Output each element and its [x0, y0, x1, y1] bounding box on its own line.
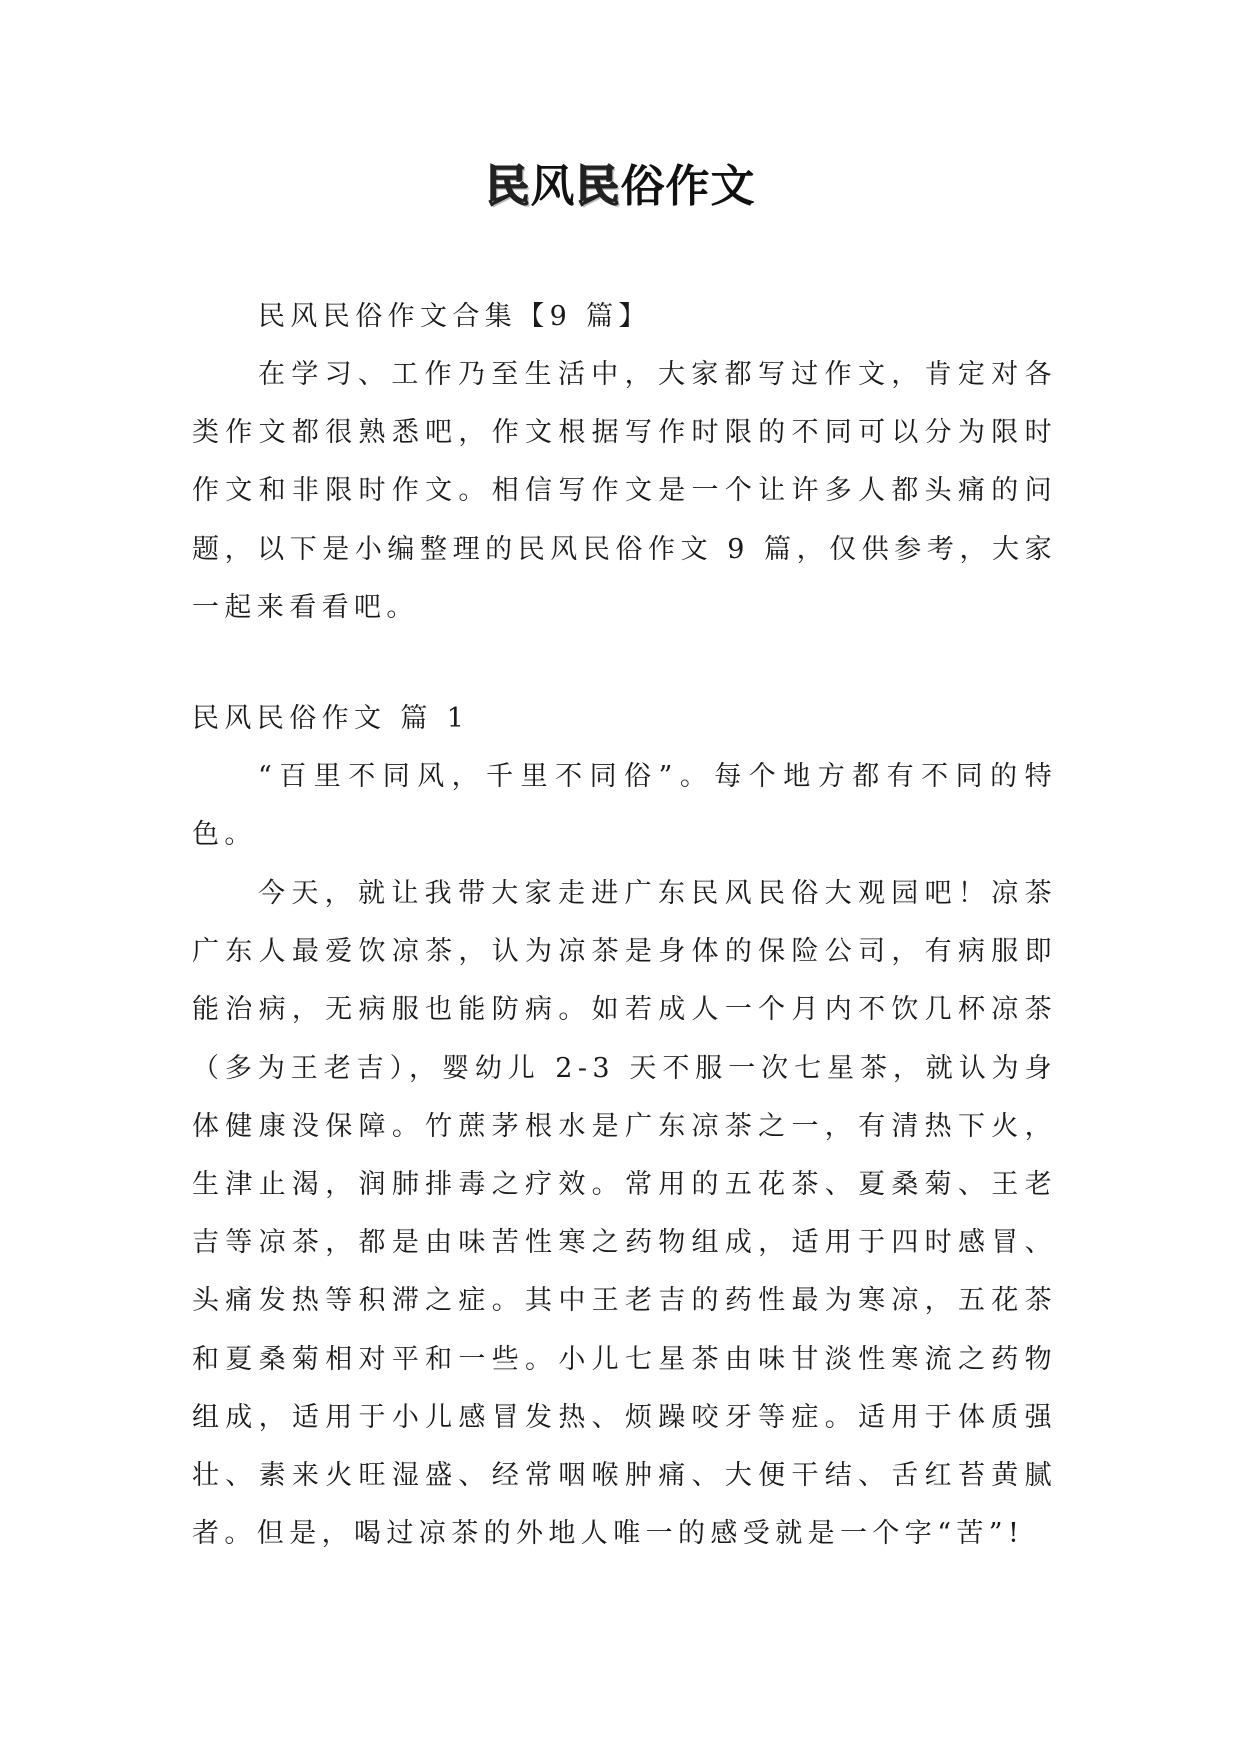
title-char-2: 风: [530, 161, 576, 212]
intro-paragraph: 在学习、工作乃至生活中，大家都写过作文，肯定对各类作文都很熟悉吧，作文根据写作时限的不同可以分为限时作文和非限时作文。相信写作文是一个让许多人都头痛的问题，以下是小编整理的民风民俗作文 9 篇，仅供参考，大家一起来看看吧。: [192, 359, 1057, 623]
section-heading: 民风民俗作文 篇 1: [192, 703, 470, 734]
title-outlined-char-3: 民: [575, 161, 621, 212]
title-outlined-char-1: 民: [485, 161, 531, 212]
paragraph-1: “百里不同风，千里不同俗”。每个地方都有不同的特色。: [192, 761, 1057, 851]
collection-line: 民风民俗作文合集【9 篇】: [258, 301, 651, 332]
document-title: [0, 150, 1241, 214]
title-rest: 俗作文: [620, 161, 756, 212]
paragraph-2: 今天，就让我带大家走进广东民风民俗大观园吧！凉茶广东人最爱饮凉茶，认为凉茶是身体的保险公司，有病服即能治病，无病服也能防病。如若成人一个月内不饮几杯凉茶（多为王老吉），婴幼儿 2-3 天不服一次七星茶，就认为身体健康没保障。竹蔗茅根水是广东凉茶之一，有清热下火，生津止渴，润肺排毒之疗效。常用的五花茶、夏桑菊、王老吉等凉茶，都是由味苦性寒之药物组成，适用于四时感冒、头痛发热等积滞之症。其中王老吉的药性最为寒凉，五花茶和夏桑菊相对平和一些。小儿七星茶由味甘淡性寒流之药物组成，适用于小儿感冒发热、烦躁咬牙等症。适用于体质强壮、素来火旺湿盛、经常咽喉肿痛、大便干结、舌红苔黄腻者。但是，喝过凉茶的外地人唯一的感受就是一个字“苦”!: [192, 878, 1057, 1550]
